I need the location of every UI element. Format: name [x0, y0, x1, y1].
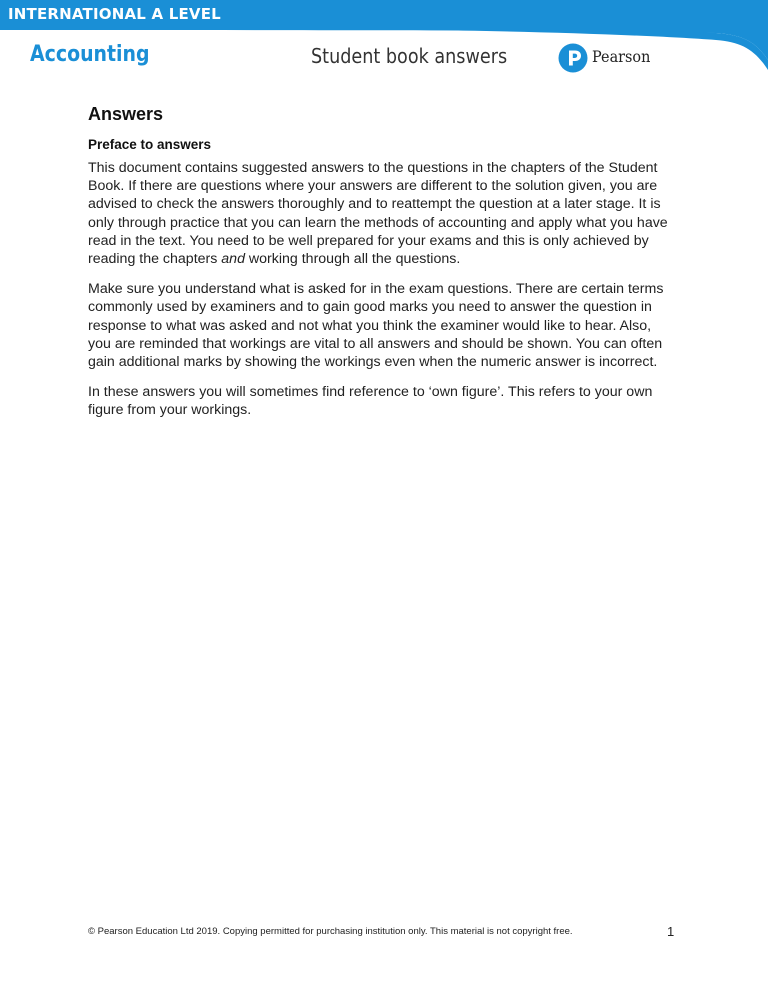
paragraph-1-text-end: working through all the questions.: [244, 251, 461, 268]
pearson-logo-icon: [558, 43, 588, 73]
copyright-footer: © Pearson Education Ltd 2019. Copying permitted for purchasing institution only. This material is not copyright free.: [88, 926, 573, 937]
pearson-logo-text: Pearson: [592, 47, 651, 66]
paragraph-3: In these answers you will sometimes find reference to ‘own figure’. This refers to your own figure from your workings.: [88, 384, 653, 419]
paragraph-1: [88, 159, 674, 268]
page-number: 1: [667, 924, 675, 939]
banner-title: INTERNATIONAL A LEVEL: [8, 5, 221, 23]
section-heading: Preface to answers: [88, 137, 212, 152]
subject-title: Accounting: [30, 42, 150, 67]
paragraph-2: Make sure you understand what is asked for in the exam questions. There are certain terms commonly used by examiners and to gain good marks you need to answer the question in response to what was asked and not what you think the examiner would like to hear. Also, you are reminded that workings are vital to all answers and should be shown. You can often gain additional marks by showing the workings even when the numeric answer is incorrect.: [88, 281, 664, 371]
paragraph-1-text: This document contains suggested answers to the questions in the chapters of the Student Book. If there are questions where your answers are different to the solution given, you are advised to check the answers thoroughly and to reattempt the question at a later stage. It is only through practice that you can learn the methods of accounting and apply what you have read in the text. You need to be well prepared for your exams and this is only achieved by reading the chapters: [88, 160, 668, 268]
paragraph-1-emphasis: and: [221, 251, 245, 268]
document-type: Student book answers: [311, 44, 508, 68]
page-title: Answers: [88, 104, 164, 124]
main-content: [88, 104, 674, 432]
